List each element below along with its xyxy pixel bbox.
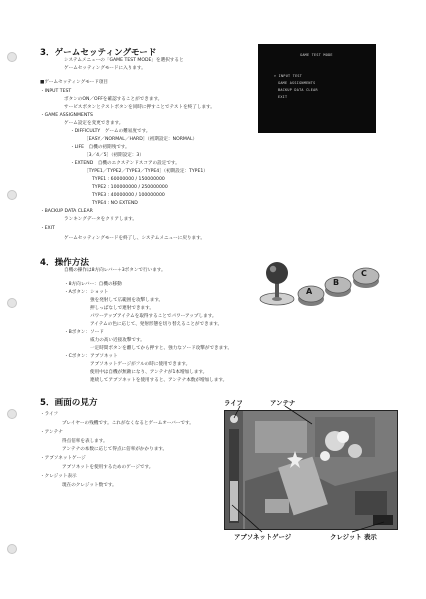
s5-line: 現在のクレジット数です。 bbox=[62, 483, 117, 488]
section3-items-heading: ■ゲームセッティングモード項目 bbox=[40, 80, 109, 85]
label-credit: クレジット 表示 bbox=[330, 533, 377, 541]
s3-line: TYPE2 : 100000000 / 250000000 bbox=[92, 185, 168, 190]
section4-title: 4．操作方法 bbox=[40, 258, 89, 268]
s4-line: アイテムの色に応じて、発射形態を切り替えることができます。 bbox=[90, 322, 223, 327]
label-antenna: アンテナ bbox=[270, 399, 296, 407]
s3-line: ［3／4／5］（初期設定：3） bbox=[84, 153, 144, 158]
s5-line: ・アンテナ bbox=[40, 430, 63, 435]
section3-intro-1: システムメニューの「GAME TEST MODE」を選択すると bbox=[64, 58, 184, 63]
s5-line: ・クレジット表示 bbox=[40, 474, 77, 479]
test-mode-title: GAME TEST MODE bbox=[300, 53, 333, 57]
s5-line: 得点倍率を表します。 bbox=[62, 439, 108, 444]
section3-intro-2: ゲームセッティングモードに入ります。 bbox=[64, 66, 146, 71]
s3-line: ・EXTEND 自機のエクステンドスコアの設定です。 bbox=[70, 161, 180, 166]
s3-line: TYPE3 : 40000000 / 100000000 bbox=[92, 193, 165, 198]
s5-line: ・アブソネットゲージ bbox=[40, 456, 86, 461]
label-life: ライフ bbox=[224, 399, 243, 407]
s3-line: TYPE1 : 60000000 / 150000000 bbox=[92, 177, 165, 182]
s5-line: アブソネットを使用するためのゲージです。 bbox=[62, 465, 154, 470]
s3-line: ・EXIT bbox=[40, 226, 55, 231]
s3-line: ゲーム設定を変更できます。 bbox=[64, 121, 124, 126]
button-b-label: B bbox=[333, 278, 340, 287]
s3-line: ・BACKUP DATA CLEAR bbox=[40, 209, 93, 214]
s3-line: ランキングデータをクリアします。 bbox=[64, 217, 137, 222]
s3-line: ・INPUT TEST bbox=[40, 89, 72, 94]
s4-line: ・Aボタン：ショット bbox=[64, 290, 109, 295]
s3-line: TYPE4 : NO EXTEND bbox=[92, 201, 138, 206]
button-c-label: C bbox=[361, 269, 367, 278]
s4-line: 押しっぱなしで連射できます。 bbox=[90, 306, 154, 311]
s3-line: ［EASY／NORMAL／HARD］（初期設定：NORMAL） bbox=[84, 137, 198, 142]
test-mode-item: BACKUP DATA CLEAR bbox=[278, 88, 318, 92]
s5-line: プレイヤーの残機です。これがなくなるとゲームオーバーです。 bbox=[62, 421, 194, 426]
test-mode-item: EXIT bbox=[278, 95, 288, 99]
s4-line: 威力の高い近接攻撃です。 bbox=[90, 338, 145, 343]
s3-line: ・GAME ASSIGNMENTS bbox=[40, 113, 93, 118]
s4-line: ・8方向レバー：自機の移動 bbox=[64, 282, 122, 287]
s3-line: ・LIFE 自機の初期残です。 bbox=[70, 145, 130, 150]
section5-title: 5．画面の見方 bbox=[40, 398, 98, 408]
s3-line: ボタンのON／OFFを確認することができます。 bbox=[64, 97, 163, 102]
s4-line: ・Cボタン：アブソネット bbox=[64, 354, 118, 359]
s4-line: ・Bボタン：ソード bbox=[64, 330, 104, 335]
s5-line: ・ライフ bbox=[40, 412, 59, 417]
button-a-label: A bbox=[306, 287, 313, 296]
s3-line: サービスボタンとテストボタンを同時に押すことでテストを終了します。 bbox=[64, 105, 215, 110]
s3-line: ゲームセッティングモードを終了し、システムメニューに戻ります。 bbox=[64, 236, 205, 241]
section4-intro: 自機の操作は8方向レバー＋3ボタンで行います。 bbox=[64, 268, 166, 273]
s3-line: ［TYPE1／TYPE2／TYPE3／TYPE4］（初期設定：TYPE1） bbox=[84, 169, 208, 174]
s5-line: アンテナの本数に応じて得点に倍率がかかります。 bbox=[62, 447, 168, 452]
s4-line: 使用中は自機が無敵になり、アンテナが1本増加します。 bbox=[90, 370, 208, 375]
s4-line: 強を発射して広範囲を攻撃します。 bbox=[90, 298, 164, 303]
test-mode-item: GAME ASSIGNMENTS bbox=[278, 81, 316, 85]
section3-title: 3．ゲームセッティングモード bbox=[40, 48, 157, 58]
test-mode-item: > INPUT TEST bbox=[274, 74, 303, 78]
s4-line: パワーアップアイテムを取得することでパワーアップします。 bbox=[90, 314, 217, 319]
s3-line: ・DIFFICULTY ゲームの難易度です。 bbox=[70, 129, 151, 134]
s4-line: アブソネットゲージがフルの時に使用できます。 bbox=[90, 362, 191, 367]
s4-line: 一定時間ボタンを離してから押すと、強力なソード攻撃ができます。 bbox=[90, 346, 233, 351]
s4-line: 連続してアブソネットを使用すると、アンテナ本数が増加します。 bbox=[90, 378, 228, 383]
label-absonet-gauge: アブソネットゲージ bbox=[234, 533, 292, 541]
